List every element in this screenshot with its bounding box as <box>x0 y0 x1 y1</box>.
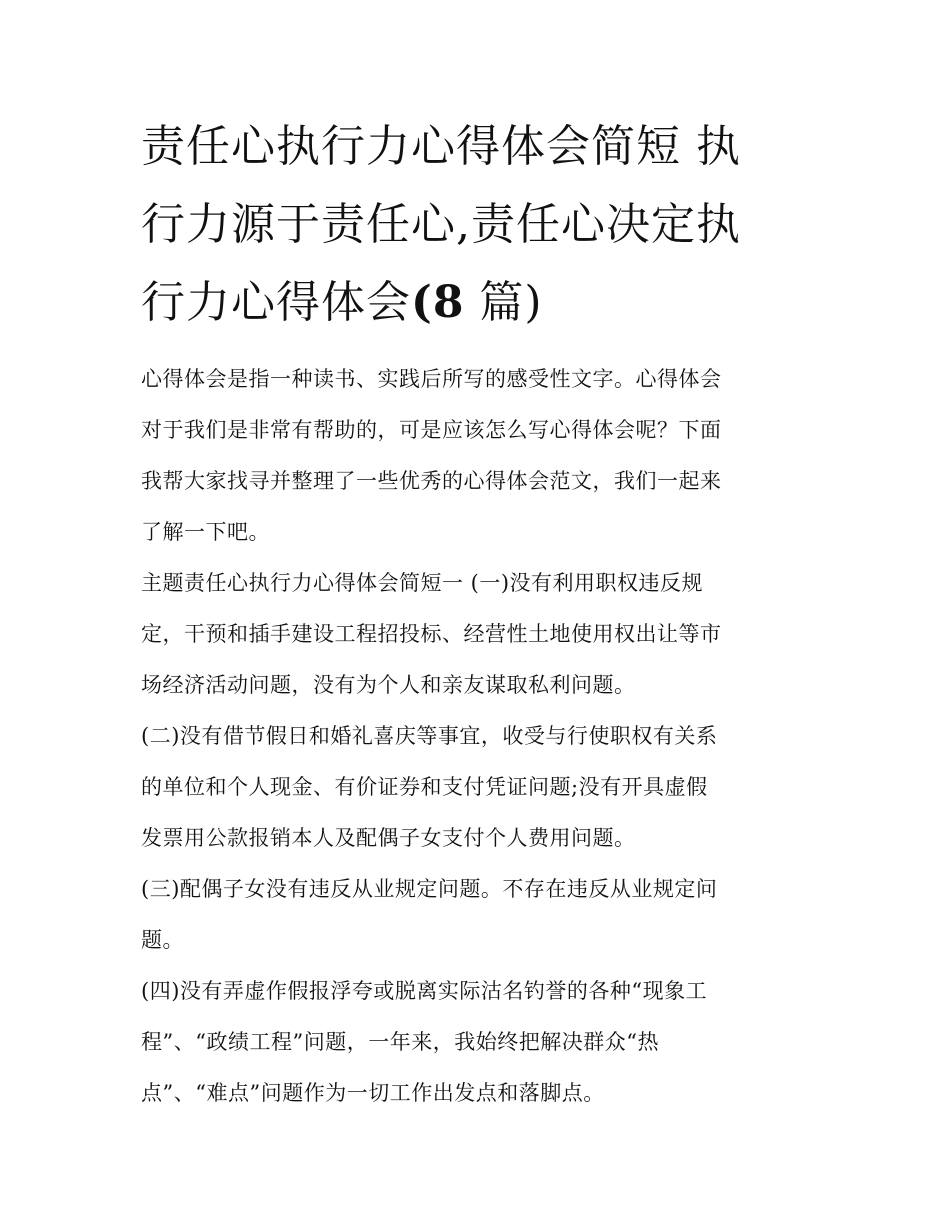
paragraph-line: 点”、“难点”问题作为一切工作出发点和落脚点。 <box>141 1081 605 1105</box>
paragraph-line: 主题责任心执行力心得体会简短一 (一)没有利用职权违反规 <box>141 571 704 595</box>
paragraph-line: 的单位和个人现金、有价证券和支付凭证问题;没有开具虚假 <box>141 775 708 799</box>
document-title <box>141 108 813 342</box>
paragraph-line: 发票用公款报销本人及配偶子女支付个人费用问题。 <box>141 826 636 850</box>
paragraph-line: 了解一下吧。 <box>141 520 270 544</box>
paragraph-line: (四)没有弄虚作假报浮夸或脱离实际沽名钓誉的各种“现象工 <box>141 979 708 1003</box>
paragraph-line: 场经济活动问题，没有为个人和亲友谋取私利问题。 <box>141 673 636 697</box>
paragraph-section-4 <box>141 966 813 1119</box>
paragraph-line: 对于我们是非常有帮助的，可是应该怎么写心得体会呢？下面 <box>141 418 722 442</box>
paragraph-line: 我帮大家找寻并整理了一些优秀的心得体会范文，我们一起来 <box>141 469 722 493</box>
paragraph-line: 定，干预和插手建设工程招投标、经营性土地使用权出让等市 <box>141 622 722 646</box>
title-line <box>141 264 813 342</box>
paragraph-section-3 <box>141 864 813 966</box>
title-line: 行力源于责任心,责任心决定执 <box>141 199 741 250</box>
title-count: (8 <box>411 277 465 328</box>
paragraph-line: 心得体会是指一种读书、实践后所写的感受性文字。心得体会 <box>141 367 722 391</box>
paragraph-line: (三)配偶子女没有违反从业规定问题。不存在违反从业规定问 <box>141 877 718 901</box>
paragraph-intro <box>141 354 813 558</box>
paragraph-line: 程”、“政绩工程”问题，一年来，我始终把解决群众“热 <box>141 1030 659 1054</box>
paragraph-section-1 <box>141 558 813 711</box>
paragraph-section-2 <box>141 711 813 864</box>
paragraph-line: 题。 <box>141 928 184 952</box>
document-content <box>141 108 813 1119</box>
paragraph-line: (二)没有借节假日和婚礼喜庆等事宜，收受与行使职权有关系 <box>141 724 718 748</box>
title-text: 行力心得体会 <box>141 277 411 328</box>
title-line: 责任心执行力心得体会简短 执 <box>141 121 741 172</box>
title-suffix: 篇) <box>464 277 543 328</box>
